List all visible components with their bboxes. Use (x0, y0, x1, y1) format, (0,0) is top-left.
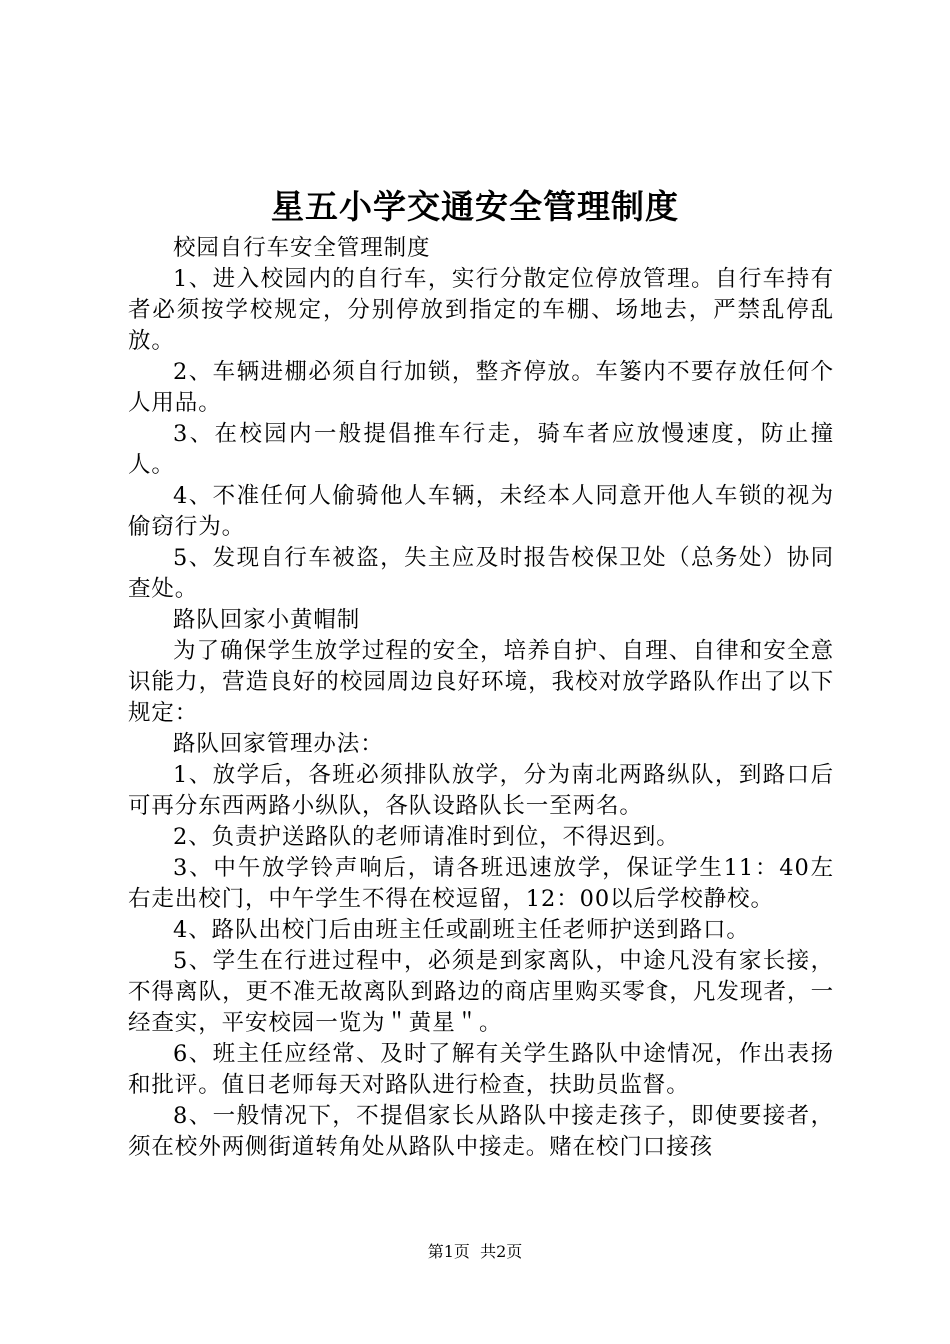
paragraph: 1、放学后，各班必须排队放学，分为南北两路纵队，到路口后可再分东西两路小纵队，各队设路队长一至两名。 (128, 762, 834, 819)
paragraph: 5、发现自行车被盗，失主应及时报告校保卫处（总务处）协同查处。 (128, 545, 834, 602)
document-title: 星五小学交通安全管理制度 (271, 187, 679, 226)
page-total: 共2页 (480, 1242, 523, 1261)
paragraph: 5、学生在行进过程中，必须是到家离队，中途凡没有家长接，不得离队，更不准无故离队到路边的商店里购买零食，凡发现者，一经查实，平安校园一览为＂黄星＂。 (128, 948, 834, 1036)
paragraph: 2、负责护送路队的老师请准时到位，不得迟到。 (173, 824, 680, 850)
paragraph: 路队回家管理办法： (173, 731, 384, 757)
paragraph: 8、一般情况下，不提倡家长从路队中接走孩子，即使要接者，须在校外两侧街道转角处从路队中接走。赌在校门口接孩 (128, 1103, 834, 1160)
paragraph: 路队回家小黄帽制 (173, 607, 361, 633)
page-footer (0, 1240, 950, 1264)
paragraph: 2、车辆进棚必须自行加锁，整齐停放。车篓内不要存放任何个人用品。 (128, 359, 834, 416)
paragraph: 6、班主任应经常、及时了解有关学生路队中途情况，作出表扬和批评。值日老师每天对路队进行检查，扶助员监督。 (128, 1041, 834, 1098)
page-number: 第1页 (427, 1242, 470, 1261)
paragraph: 校园自行车安全管理制度 (173, 235, 431, 261)
paragraph: 4、路队出校门后由班主任或副班主任老师护送到路口。 (173, 917, 750, 943)
document-body (128, 233, 834, 1163)
paragraph: 3、在校园内一般提倡推车行走，骑车者应放慢速度，防止撞人。 (128, 421, 834, 478)
paragraph: 1、进入校园内的自行车，实行分散定位停放管理。自行车持有者必须按学校规定，分别停放到指定的车棚、场地去，严禁乱停乱放。 (128, 266, 834, 354)
paragraph: 3、中午放学铃声响后，请各班迅速放学，保证学生11：40左右走出校门，中午学生不得在校逗留，12：00以后学校静校。 (128, 855, 834, 912)
paragraph: 4、不准任何人偷骑他人车辆，未经本人同意开他人车锁的视为偷窃行为。 (128, 483, 834, 540)
paragraph: 为了确保学生放学过程的安全，培养自护、自理、自律和安全意识能力，营造良好的校园周边良好环境，我校对放学路队作出了以下规定： (128, 638, 834, 726)
